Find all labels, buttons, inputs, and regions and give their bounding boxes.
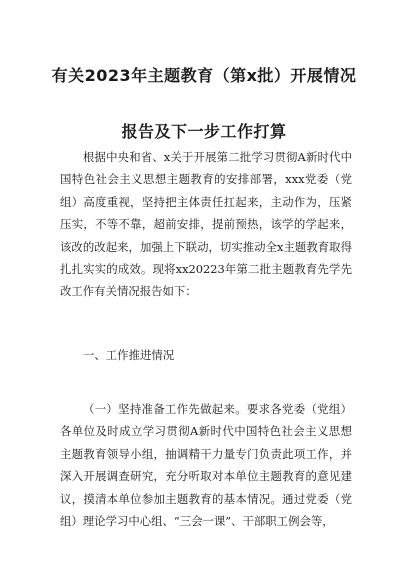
document-title-line-1: 有关2023年主题教育（第x批）开展情况: [51, 66, 357, 85]
intro-paragraph: 根据中央和省、x关于开展第二批学习贯彻A新时代中国特色社会主义思想主题教育的安排部署，xxx党委（党组）高度重视，坚持把主体责任扛起来，主动作为，压紧压实，不等不靠，超前安排，提前预热，该学的学起来，该改的改起来，加强上下联动，切实推动全x主题教育取得扎扎实实的成效。现将xx20223年第二批主题教育先学先改工作有关情况报告如下：: [60, 150, 352, 299]
document-title-line-2: 报告及下一步工作打算: [121, 122, 287, 141]
body-paragraph-preparation: （一）坚持准备工作先做起来。要求各党委（党组）各单位及时成立学习贯彻A新时代中国特色社会主义思想主题教育领导小组，抽调精干力量专门负责此项工作，并深入开展调查研究，充分听取对本单位主题教育的意见建议，摸清本单位参加主题教育的基本情况。通过党委（党组）理论学习中心组、“三会一课”、干部职工例会等，: [60, 402, 352, 529]
section-heading-work-progress: 一、工作推进情况: [83, 348, 175, 362]
